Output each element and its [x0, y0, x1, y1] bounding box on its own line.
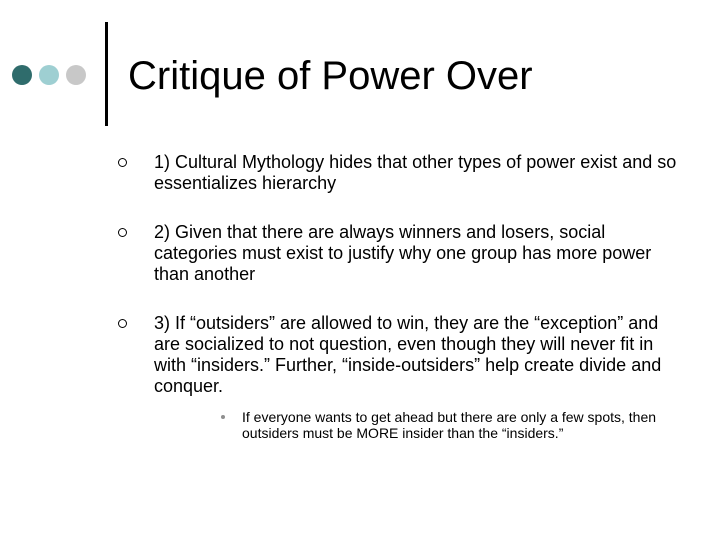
bullet-list: [118, 152, 678, 441]
sub-bullet-dot-icon: [221, 415, 225, 419]
title-divider: [105, 22, 108, 126]
dot-mid: [39, 65, 59, 85]
bullet-text: 3) If “outsiders” are allowed to win, they are the “exception” and are socialized to not question, even though they will never fit in with “insiders.” Further, “inside-outsiders” help create divide and conquer.: [154, 313, 662, 396]
bullet-text: 1) Cultural Mythology hides that other types of power exist and so essentializes hierarchy: [154, 152, 677, 193]
sub-bullet-list: [154, 409, 678, 441]
sub-bullet-text: If everyone wants to get ahead but there are only a few spots, then outsiders must be MORE insider than the “insiders.”: [242, 409, 657, 441]
dot-light: [66, 65, 86, 85]
dot-dark: [12, 65, 32, 85]
page-title: Critique of Power Over: [128, 54, 533, 98]
bullet-item-3: [118, 313, 678, 441]
bullet-circle-icon: [118, 319, 127, 328]
bullet-item-1: [118, 152, 678, 194]
bullet-circle-icon: [118, 158, 127, 167]
bullet-circle-icon: [118, 228, 127, 237]
bullet-item-2: [118, 222, 678, 285]
bullet-text: 2) Given that there are always winners and losers, social categories must exist to justify why one group has more power than another: [154, 222, 652, 284]
sub-bullet-item-1: [216, 409, 678, 441]
